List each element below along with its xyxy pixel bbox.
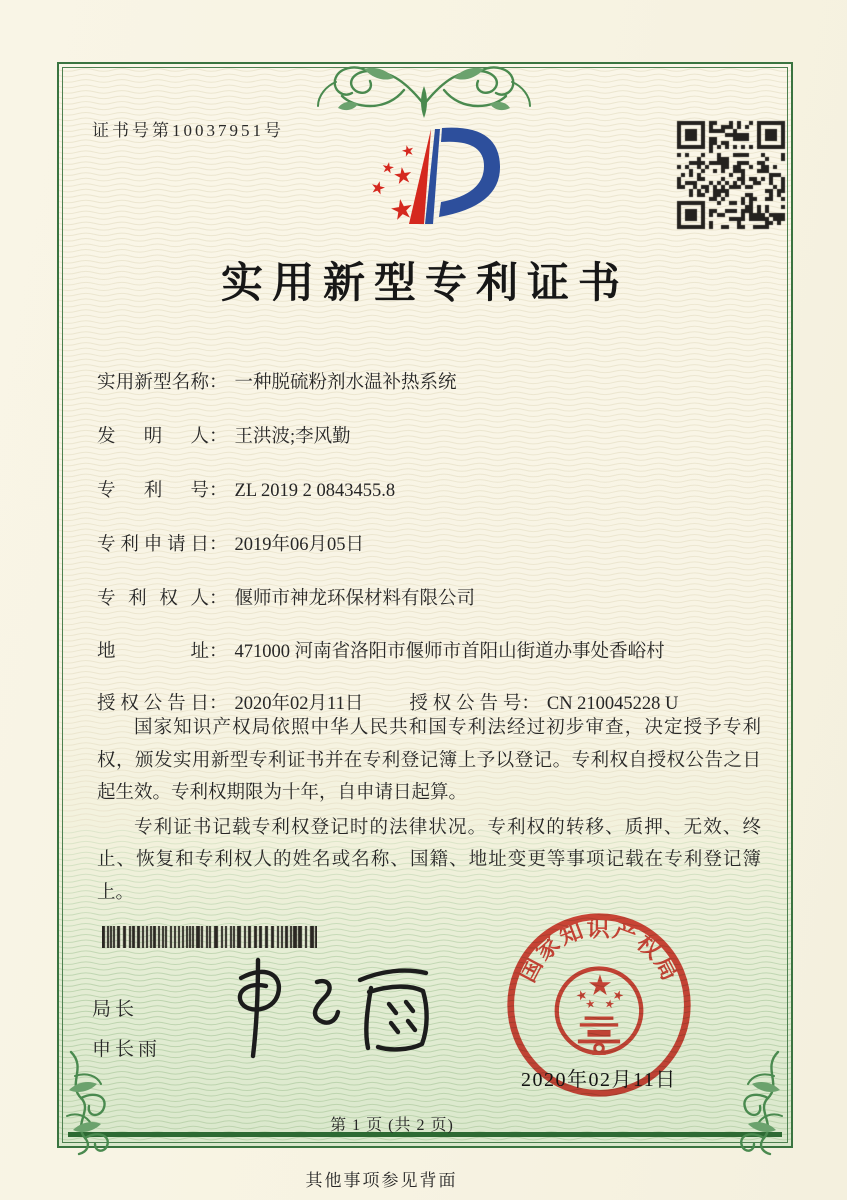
seal-emblem-icon [557, 969, 641, 1055]
field-value-patent-number: ZL 2019 2 0843455.8 [234, 481, 396, 501]
legal-paragraph-1: 国家知识产权局依照中华人民共和国专利法经过初步审查，决定授予专利权，颁发实用新型专利证书并在专利登记簿上予以登记。专利权自授权公告之日起生效。专利权期限为十年，自申请日起算。 [97, 718, 761, 804]
field-row [97, 584, 475, 610]
barcode [102, 926, 317, 948]
field-row [97, 422, 351, 448]
field-label: 专利申请日 [97, 535, 209, 555]
legal-paragraph-2: 专利证书记载专利权登记时的法律状况。专利权的转移、质押、无效、终止、恢复和专利权人的姓名或名称、国籍、地址变更等事项记载在专利登记簿上。 [97, 817, 761, 903]
seal-text: 国家知识产权局 [513, 914, 685, 987]
certificate-title: 实用新型专利证书 [220, 261, 629, 307]
field-value-inventors: 王洪波;李风勤 [234, 427, 351, 447]
field-value-address: 471000 河南省洛阳市偃师市首阳山街道办事处香峪村 [234, 642, 665, 662]
legal-text [97, 712, 761, 911]
director-signature-icon [219, 946, 434, 1064]
field-value-patentee: 偃师市神龙环保材料有限公司 [234, 589, 476, 609]
field-colon: ： [209, 535, 228, 555]
field-row [97, 530, 364, 556]
certificate-frame [57, 62, 793, 1148]
director-title: 局长 [92, 999, 139, 1020]
qr-code [675, 119, 787, 231]
field-label: 专利权人 [97, 589, 209, 609]
field-colon: ： [209, 427, 228, 447]
page-number: 第 1 页 (共 2 页) [330, 1117, 454, 1134]
field-row [97, 368, 457, 394]
field-colon: ： [209, 589, 228, 609]
field-value-filing-date: 2019年06月05日 [234, 535, 365, 555]
field-colon: ： [521, 694, 540, 714]
field-colon: ： [209, 642, 228, 662]
back-note: 其他事项参见背面 [305, 1171, 458, 1190]
field-row [97, 476, 395, 502]
field-value-utility-name: 一种脱硫粉剂水温补热系统 [234, 373, 457, 393]
field-colon: ： [209, 694, 228, 714]
field-label: 地址 [97, 642, 209, 662]
bottom-right-floral-ornament-icon [712, 1046, 792, 1158]
field-label: 专利号 [97, 481, 209, 501]
director-name: 申长雨 [92, 1039, 162, 1060]
field-label: 授权公告号 [409, 694, 522, 714]
field-label: 授权公告日 [97, 694, 209, 714]
bottom-left-floral-ornament-icon [57, 1046, 137, 1158]
field-row [97, 637, 665, 663]
field-label: 实用新型名称 [97, 373, 209, 393]
svg-text:国家知识产权局 [514, 915, 685, 986]
field-value-grant-number: CN 210045228 U [546, 694, 679, 714]
field-label: 发明人 [97, 427, 209, 447]
field-value-grant-date: 2020年02月11日 [234, 694, 364, 714]
logo-stars-icon [370, 144, 415, 221]
logo-p-bowl [439, 128, 500, 217]
center-leaf [421, 86, 427, 118]
field-colon: ： [209, 481, 228, 501]
seal-date: 2020年02月11日 [521, 1069, 677, 1091]
field-colon: ： [209, 373, 228, 393]
certificate-number: 证书号第10037951号 [92, 121, 284, 140]
top-scroll-ornament-icon [294, 56, 554, 138]
